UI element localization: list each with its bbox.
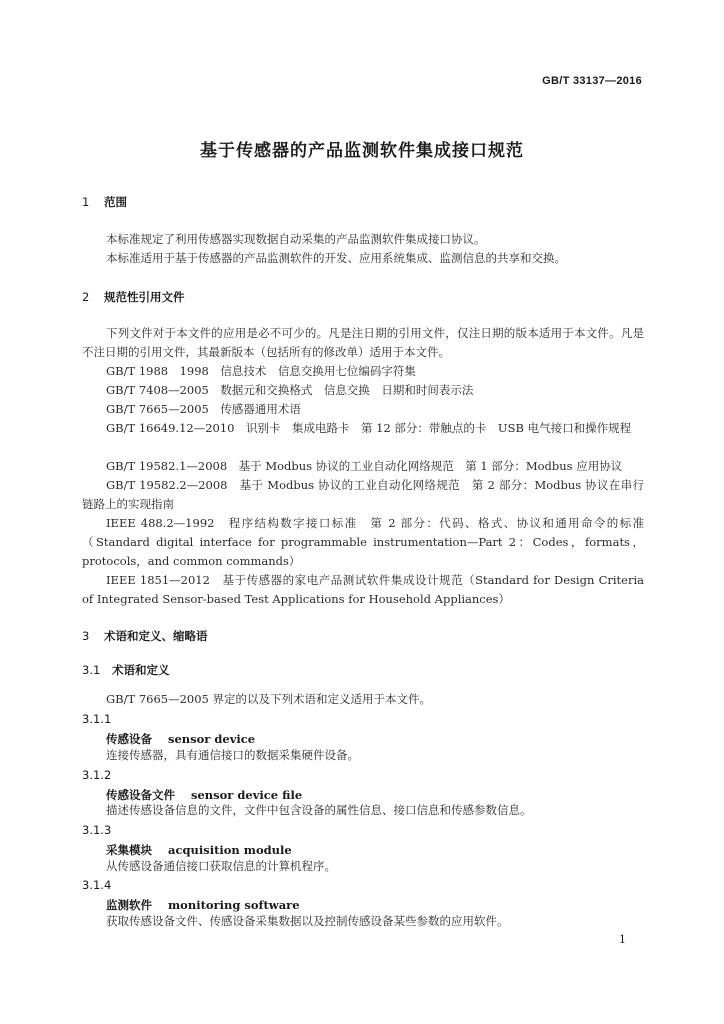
reference-item: IEEE 1851—2012 基于传感器的家电产品测试软件集成设计规范（Standard for Design Criteria of Integrated Sensor-based Test Applications for Household Appliances） [82, 573, 644, 606]
term-name-zh: 传感设备 [106, 732, 152, 746]
section-number: 1 [82, 195, 90, 209]
term-name-zh: 采集模块 [106, 843, 152, 857]
term-name-en: sensor device [168, 732, 256, 746]
term-definition: 连接传感器，具有通信接口的数据采集硬件设备。 [106, 748, 359, 762]
term-definition: 获取传感设备文件、传感设备采集数据以及控制传感设备某些参数的应用软件。 [106, 914, 509, 928]
section-1-heading [82, 194, 127, 210]
reference-item: GB/T 1988 1998 信息技术 信息交换用七位编码字符集 [106, 364, 416, 378]
section-title: 范围 [104, 195, 127, 209]
page-number: 1 [619, 933, 626, 946]
section-title: 术语和定义、缩略语 [104, 629, 208, 643]
term-definition: 描述传感设备信息的文件，文件中包含设备的属性信息、接口信息和传感参数信息。 [106, 803, 532, 817]
reference-item: GB/T 7665—2005 传感器通用术语 [106, 402, 301, 416]
term-name-en: acquisition module [168, 843, 292, 857]
term-number: 3.1.1 [82, 712, 112, 726]
reference-item: GB/T 7408—2005 数据元和交换格式 信息交换 日期和时间表示法 [106, 383, 474, 397]
section-number: 3 [82, 629, 90, 643]
term-name-zh: 监测软件 [106, 898, 152, 912]
term-name [106, 731, 255, 747]
section-number: 2 [82, 290, 90, 304]
reference-item: GB/T 19582.2—2008 基于 Modbus 协议的工业自动化网络规范 第 2 部分：Modbus 协议在串行链路上的实现指南 [82, 478, 644, 511]
term-name-zh: 传感设备文件 [106, 788, 175, 802]
section-2-heading [82, 289, 185, 305]
term-definition: 从传感设备通信接口获取信息的计算机程序。 [106, 859, 336, 873]
term-name-en: sensor device file [191, 788, 303, 802]
section-3-heading [82, 628, 208, 644]
subsection-title: 术语和定义 [112, 663, 170, 677]
subsection-3-1-heading [82, 662, 170, 678]
term-number: 3.1.2 [82, 768, 112, 782]
reference-item: GB/T 16649.12—2010 识别卡 集成电路卡 第 12 部分：带触点的卡 USB 电气接口和操作规程 [106, 421, 632, 435]
standard-code: GB/T 33137—2016 [542, 75, 642, 87]
term-name [106, 897, 300, 913]
paragraph: GB/T 7665—2005 界定的以及下列术语和定义适用于本文件。 [106, 692, 432, 706]
section-title: 规范性引用文件 [104, 290, 185, 304]
reference-item: GB/T 19582.1—2008 基于 Modbus 协议的工业自动化网络规范 第 1 部分：Modbus 应用协议 [106, 459, 623, 473]
term-name-en: monitoring software [168, 898, 300, 912]
subsection-number: 3.1 [82, 663, 101, 677]
document-title: 基于传感器的产品监测软件集成接口规范 [200, 141, 524, 161]
paragraph: 本标准适用于基于传感器的产品监测软件的开发、应用系统集成、监测信息的共享和交换。 [106, 251, 566, 265]
term-number: 3.1.4 [82, 878, 112, 892]
term-name [106, 842, 292, 858]
term-number: 3.1.3 [82, 823, 112, 837]
paragraph: 本标准规定了利用传感器实现数据自动采集的产品监测软件集成接口协议。 [106, 232, 486, 246]
paragraph: 下列文件对于本文件的应用是必不可少的。凡是注日期的引用文件，仅注日期的版本适用于本文件。凡是不注日期的引用文件，其最新版本（包括所有的修改单）适用于本文件。 [82, 326, 644, 359]
reference-item: IEEE 488.2—1992 程序结构数字接口标准 第 2 部分：代码、格式、协议和通用命令的标准（Standard digital interface for programmable instrumentation—Part 2：Codes，formats，protocols，and common commands） [82, 516, 644, 568]
